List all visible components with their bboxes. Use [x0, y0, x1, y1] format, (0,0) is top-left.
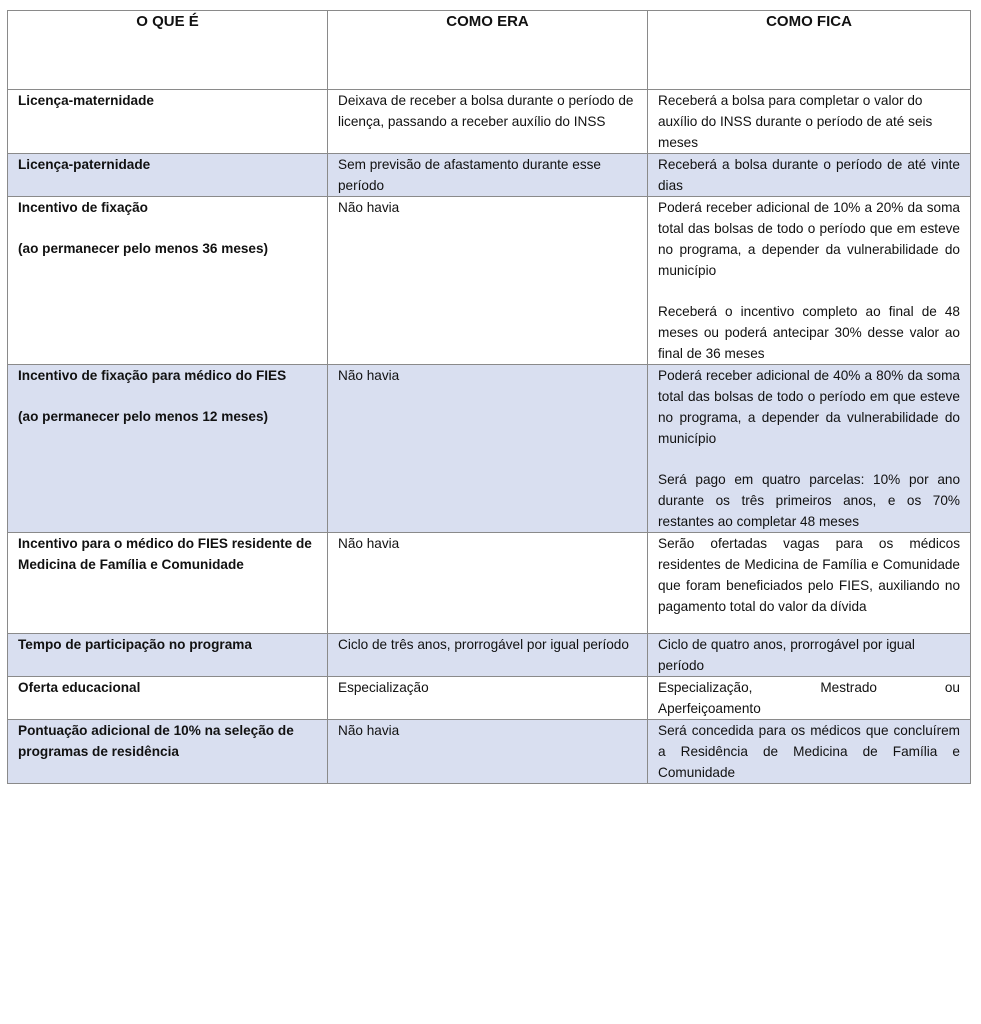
row-before: Não havia	[328, 197, 648, 365]
row-after: Será concedida para os médicos que concluírem a Residência de Medicina de Família e Comunidade	[648, 720, 971, 784]
row-topic: Oferta educacional	[8, 677, 328, 720]
table-row	[8, 533, 971, 634]
row-before: Ciclo de três anos, prorrogável por igual período	[328, 634, 648, 677]
table-row	[8, 197, 971, 365]
row-topic: Pontuação adicional de 10% na seleção de programas de residência	[8, 720, 328, 784]
column-header-before: COMO ERA	[328, 11, 648, 90]
row-topic: Tempo de participação no programa	[8, 634, 328, 677]
row-after: Serão ofertadas vagas para os médicos residentes de Medicina de Família e Comunidade que foram beneficiados pelo FIES, auxiliando no pagamento total do valor da dívida	[648, 533, 971, 634]
comparison-table	[7, 10, 971, 784]
row-before: Não havia	[328, 365, 648, 533]
row-after: Receberá a bolsa para completar o valor do auxílio do INSS durante o período de até seis meses	[648, 90, 971, 154]
row-after: Poderá receber adicional de 40% a 80% da soma total das bolsas de todo o período em que esteve no programa, a depender da vulnerabilidade do município Será pago em quatro parcelas: 10% por ano durante os três primeiros anos, e os 70% restantes ao completar 48 meses	[648, 365, 971, 533]
row-topic: Incentivo de fixação (ao permanecer pelo menos 36 meses)	[8, 197, 328, 365]
row-topic: Incentivo para o médico do FIES residente de Medicina de Família e Comunidade	[8, 533, 328, 634]
table-row	[8, 154, 971, 197]
row-before: Especialização	[328, 677, 648, 720]
table-row	[8, 720, 971, 784]
row-after: Ciclo de quatro anos, prorrogável por igual período	[648, 634, 971, 677]
row-before: Sem previsão de afastamento durante esse período	[328, 154, 648, 197]
row-topic: Licença-paternidade	[8, 154, 328, 197]
row-before: Não havia	[328, 533, 648, 634]
table-row	[8, 90, 971, 154]
row-after: Especialização, Mestrado ou Aperfeiçoamento	[648, 677, 971, 720]
row-topic: Licença-maternidade	[8, 90, 328, 154]
column-header-what: O QUE É	[8, 11, 328, 90]
table-row	[8, 365, 971, 533]
header-row	[8, 11, 971, 90]
justified-line: Especialização, Mestrado ou	[658, 680, 960, 695]
row-before: Deixava de receber a bolsa durante o período de licença, passando a receber auxílio do INSS	[328, 90, 648, 154]
row-before: Não havia	[328, 720, 648, 784]
column-header-after: COMO FICA	[648, 11, 971, 90]
table-row	[8, 634, 971, 677]
row-topic: Incentivo de fixação para médico do FIES (ao permanecer pelo menos 12 meses)	[8, 365, 328, 533]
row-after: Poderá receber adicional de 10% a 20% da soma total das bolsas de todo o período que em esteve no programa, a depender da vulnerabilidade do município Receberá o incentivo completo ao final de 48 meses ou poderá antecipar 30% desse valor ao final de 36 meses	[648, 197, 971, 365]
table-row	[8, 677, 971, 720]
row-after: Receberá a bolsa durante o período de até vinte dias	[648, 154, 971, 197]
